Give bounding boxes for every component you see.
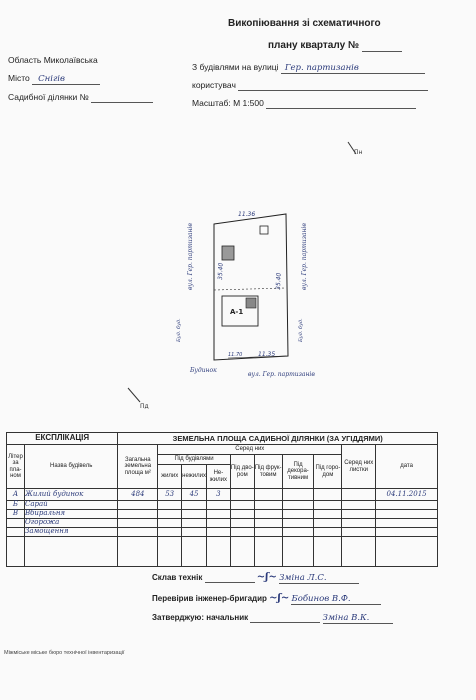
building-label: А-1 bbox=[230, 308, 244, 316]
table-title-left: ЕКСПЛІКАЦІЯ bbox=[7, 433, 118, 445]
user-row bbox=[192, 80, 428, 91]
sign-row-checked bbox=[152, 593, 381, 605]
building-small bbox=[260, 226, 268, 234]
col-yard: Під дво-ром bbox=[230, 455, 254, 489]
col-other: Серед них листки bbox=[342, 445, 376, 489]
footer-stamp: Міжміське міське бюро технічної інвентаризації bbox=[4, 650, 125, 656]
street-left: вул. Гер. партизанів bbox=[187, 223, 194, 290]
dim-bottom-small: 11.70 bbox=[228, 352, 243, 358]
quarter-number-blank bbox=[362, 40, 402, 52]
street-value: Гер. партизанів bbox=[281, 63, 425, 74]
table-row-empty bbox=[7, 537, 438, 567]
side-right: Буд. буд. bbox=[298, 318, 304, 342]
scale-row bbox=[192, 98, 416, 109]
doc-title-text: плану кварталу № bbox=[268, 40, 360, 51]
plot-label: Садибної ділянки № bbox=[8, 92, 89, 102]
region-label: Область Миколаївська bbox=[8, 55, 98, 65]
building-annex bbox=[246, 298, 256, 308]
compiled-signature: ~ʃ~ bbox=[256, 572, 277, 583]
col-garden: Під горо-дом bbox=[314, 455, 342, 489]
col-built: Під будівлями bbox=[158, 455, 231, 465]
street-bottom: вул. Гер. партизанів bbox=[248, 371, 315, 378]
plot-row bbox=[8, 92, 153, 103]
scale-blank bbox=[266, 98, 416, 109]
col-letter: Літер за пла-ном bbox=[7, 445, 25, 489]
north-arrow-icon bbox=[348, 142, 363, 156]
col-fruit: Під фрук-товим bbox=[254, 455, 282, 489]
col-name: Назва будівель bbox=[24, 445, 117, 489]
sign-row-approved bbox=[152, 613, 393, 624]
scale-label: Масштаб: М 1:500 bbox=[192, 98, 264, 108]
col-date: дата bbox=[376, 445, 438, 489]
site-plan bbox=[110, 130, 370, 415]
explication-table bbox=[6, 432, 438, 567]
checked-name: Бобинов В.Ф. bbox=[291, 594, 381, 605]
doc-title-line1: Викопіювання зі схематичного bbox=[228, 18, 381, 29]
table-row: А Жилий будинок 484 53 45 3 04.11.2015 bbox=[7, 489, 438, 501]
bottom-left-word: Будинок bbox=[190, 367, 217, 374]
user-label: користувач bbox=[192, 80, 236, 90]
approved-label: Затверджую: начальник bbox=[152, 613, 249, 622]
col-decor: Під декора-тивним bbox=[282, 455, 314, 489]
side-left: Буд. буд. bbox=[176, 318, 182, 342]
building-outbuilding bbox=[222, 246, 234, 260]
dim-right: 35.40 bbox=[275, 272, 283, 291]
dim-bottom: 11.35 bbox=[258, 351, 276, 358]
col-built-nonliving: нежилих bbox=[182, 465, 207, 489]
table-row: В Вбиральня bbox=[7, 510, 438, 519]
col-among: Серед них bbox=[158, 445, 342, 455]
plot-number-blank bbox=[91, 92, 153, 103]
compiled-label: Склав технік bbox=[152, 573, 203, 582]
table-row: Замощення bbox=[7, 528, 438, 537]
city-row bbox=[8, 73, 100, 85]
user-blank bbox=[238, 80, 428, 91]
col-total: Загальна земельна площа м² bbox=[118, 445, 158, 489]
north-mark: Пн bbox=[354, 149, 363, 156]
table-row: Б Сарай bbox=[7, 501, 438, 510]
approved-name: Зміна В.К. bbox=[323, 613, 393, 624]
checked-label: Перевірив інженер-бригадир bbox=[152, 594, 267, 603]
doc-title-line2 bbox=[268, 40, 402, 52]
buildings-label: З будівлями на вулиці bbox=[192, 62, 279, 72]
dim-top: 11.36 bbox=[238, 211, 256, 218]
compiled-name: Зміна Л.С. bbox=[279, 573, 359, 584]
street-right: вул. Гер. партизанів bbox=[301, 223, 308, 290]
city-value: Снігів bbox=[32, 74, 100, 85]
dim-left: 35.40 bbox=[217, 262, 225, 281]
col-built-living: жилих bbox=[158, 465, 182, 489]
col-extra: Не-жилих bbox=[206, 465, 230, 489]
city-label: Місто bbox=[8, 73, 30, 83]
south-arrow-icon bbox=[128, 388, 149, 410]
table-title-right: ЗЕМЕЛЬНА ПЛОЩА САДИБНОЇ ДІЛЯНКИ (ЗА УГІДДЯМИ) bbox=[118, 433, 438, 445]
checked-signature: ~ʃ~ bbox=[269, 593, 290, 604]
south-mark: Пд bbox=[140, 403, 149, 410]
table-row: Огорожа bbox=[7, 519, 438, 528]
sign-row-compiled bbox=[152, 572, 359, 584]
street-row bbox=[192, 62, 425, 74]
